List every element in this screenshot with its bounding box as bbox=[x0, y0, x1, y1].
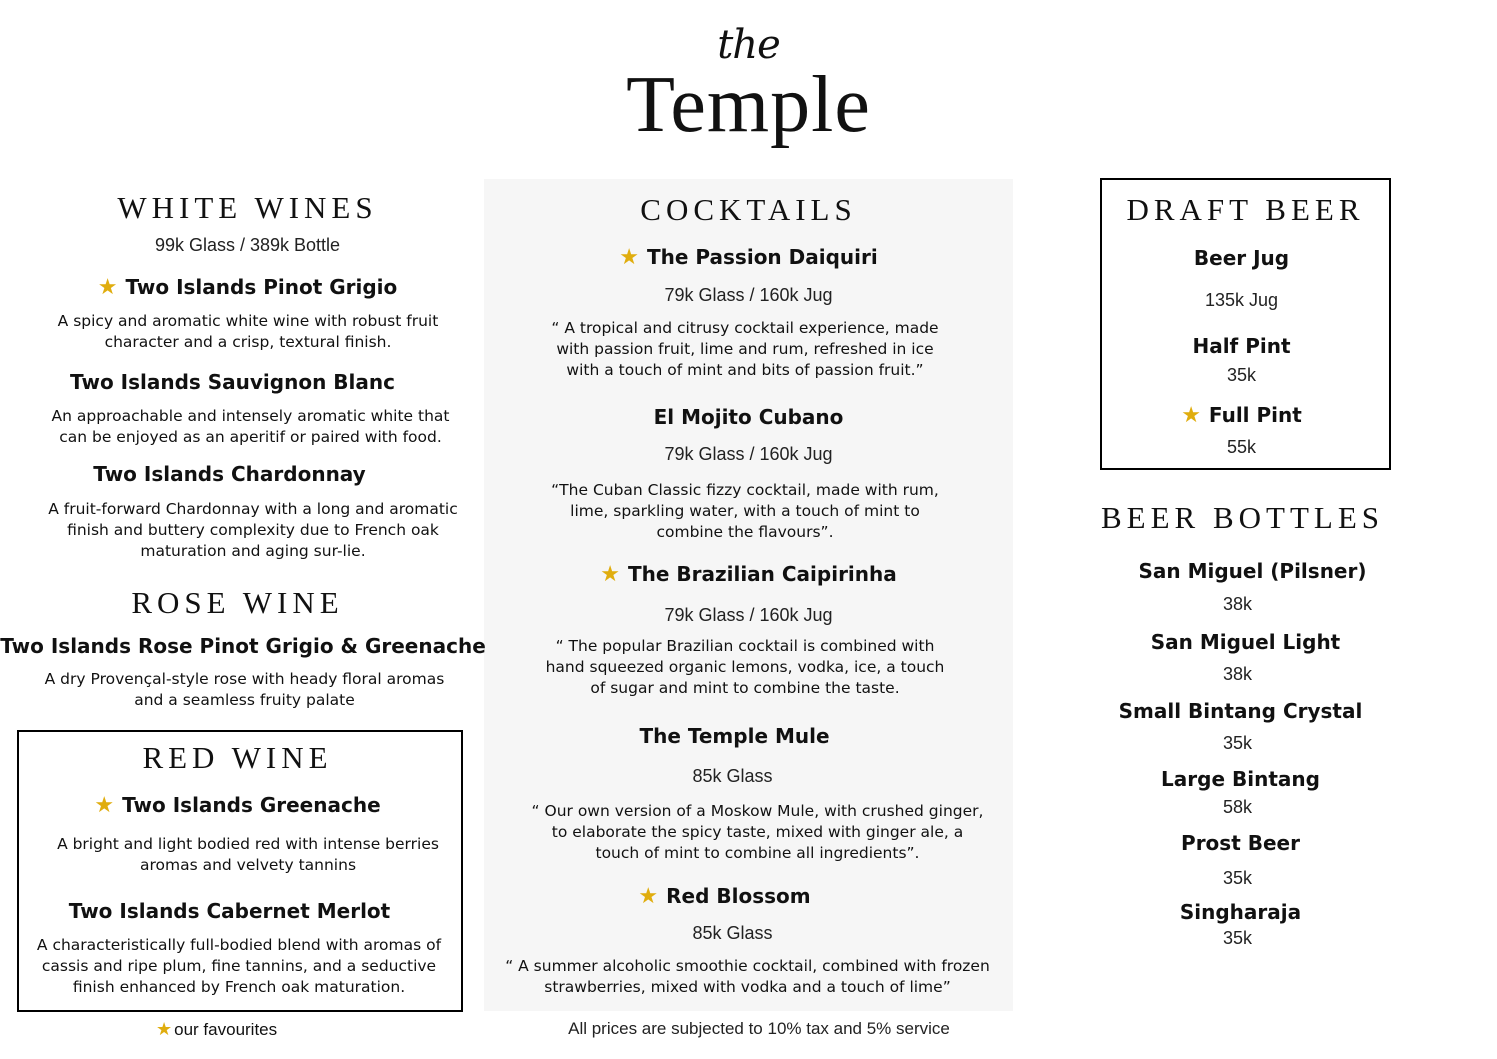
beer-bottle-item-price: 35k bbox=[1222, 733, 1253, 753]
beer-bottle-item-price: 38k bbox=[1222, 664, 1253, 684]
cocktail-item-name: El Mojito Cubano bbox=[653, 405, 844, 429]
red-wine-item-desc: A characteristically full-bodied blend with aromas of cassis and ripe plum, fine tannins, and a seductive finish enhanced by French oak maturation. bbox=[36, 936, 442, 996]
beer-bottle-item-name: San Miguel Light bbox=[1150, 630, 1341, 654]
beer-bottle-item-price: 58k bbox=[1222, 797, 1253, 817]
rose-wine-item-desc: A dry Provençal-style rose with heady floral aromas and a seamless fruity palate bbox=[44, 670, 445, 709]
white-wine-item-desc: An approachable and intensely aromatic white that can be enjoyed as an aperitif or paired with food. bbox=[51, 407, 450, 446]
logo-title: Temple bbox=[626, 61, 871, 149]
star-icon: ★ bbox=[638, 884, 659, 909]
beer-bottle-item-name: San Miguel (Pilsner) bbox=[1138, 559, 1367, 583]
favourites-note: ★ our favourites bbox=[156, 1019, 278, 1039]
cocktail-item-name: ★ The Passion Daiquiri bbox=[619, 245, 878, 270]
white-wine-item-desc: A fruit-forward Chardonnay with a long and aromatic finish and buttery complexity due to French oak maturation and aging sur-lie. bbox=[48, 500, 458, 560]
white-wine-item-name: ★ Two Islands Pinot Grigio bbox=[97, 275, 398, 300]
beer-bottle-item-name: Prost Beer bbox=[1181, 831, 1300, 855]
white-wine-item-desc: A spicy and aromatic white wine with robust fruit character and a crisp, textural finish. bbox=[57, 312, 439, 351]
cocktail-item-price: 85k Glass bbox=[692, 766, 773, 786]
cocktail-item-desc: “ The popular Brazilian cocktail is combined with hand squeezed organic lemons, vodka, ice, a touch of sugar and mint to combine the taste. bbox=[545, 637, 945, 697]
red-wine-heading: RED WINE bbox=[142, 740, 333, 775]
star-icon: ★ bbox=[156, 1019, 173, 1039]
draft-beer-item-name: ★ Full Pint bbox=[1181, 403, 1302, 428]
white-wine-item-name: Two Islands Chardonnay bbox=[93, 462, 366, 486]
rose-wine-heading: ROSE WINE bbox=[131, 585, 344, 620]
cocktail-item-price: 79k Glass / 160k Jug bbox=[664, 285, 833, 305]
logo-small-text: the bbox=[717, 22, 780, 68]
star-icon: ★ bbox=[97, 275, 118, 300]
white-wines-price: 99k Glass / 389k Bottle bbox=[154, 235, 341, 255]
cocktail-item-price: 79k Glass / 160k Jug bbox=[664, 605, 833, 625]
cocktails-heading: COCKTAILS bbox=[640, 192, 857, 227]
cocktail-item-name: ★ The Brazilian Caipirinha bbox=[600, 562, 897, 587]
cocktail-item-name: ★ Red Blossom bbox=[638, 884, 811, 909]
red-wine-item-desc: A bright and light bodied red with intense berries aromas and velvety tannins bbox=[57, 835, 439, 874]
cocktail-item-desc: “The Cuban Classic fizzy cocktail, made with rum, lime, sparkling water, with a touch of mint to combine the flavours”. bbox=[551, 481, 939, 541]
beer-bottle-item-price: 38k bbox=[1222, 594, 1253, 614]
star-icon: ★ bbox=[600, 562, 620, 587]
beer-bottle-item-price: 35k bbox=[1222, 868, 1253, 888]
cocktail-item-price: 79k Glass / 160k Jug bbox=[664, 444, 833, 464]
white-wines-heading: WHITE WINES bbox=[117, 190, 378, 225]
draft-beer-item-price: 35k bbox=[1226, 365, 1257, 385]
beer-bottle-item-name: Small Bintang Crystal bbox=[1118, 699, 1363, 723]
cocktail-item-price: 85k Glass bbox=[692, 923, 773, 943]
tax-note: All prices are subjected to 10% tax and 5% service bbox=[568, 1019, 950, 1038]
beer-bottle-item-price: 35k bbox=[1222, 928, 1253, 948]
beer-bottle-item-name: Large Bintang bbox=[1161, 767, 1320, 791]
star-icon: ★ bbox=[94, 793, 115, 818]
cocktail-item-name: The Temple Mule bbox=[639, 724, 830, 748]
draft-beer-item-name: Beer Jug bbox=[1193, 246, 1290, 270]
cocktail-item-desc: “ A tropical and citrusy cocktail experience, made with passion fruit, lime and rum, refreshed in ice with a touch of mint and bits of passion fruit.” bbox=[551, 319, 939, 379]
star-icon: ★ bbox=[619, 245, 639, 270]
beer-bottles-heading: BEER BOTTLES bbox=[1100, 500, 1385, 535]
star-icon: ★ bbox=[1181, 403, 1201, 428]
cocktail-item-desc: “ Our own version of a Moskow Mule, with crushed ginger, to elaborate the spicy taste, mixed with ginger ale, a touch of mint to combine all ingredients”. bbox=[531, 802, 984, 862]
rose-wine-item-name: Two Islands Rose Pinot Grigio & Greenache bbox=[0, 634, 486, 658]
beer-bottle-item-name: Singharaja bbox=[1179, 900, 1302, 924]
draft-beer-item-price: 55k bbox=[1226, 437, 1257, 457]
red-wine-item-name: Two Islands Cabernet Merlot bbox=[68, 899, 391, 923]
cocktail-item-desc: “ A summer alcoholic smoothie cocktail, combined with frozen strawberries, mixed with vodka and a touch of lime” bbox=[505, 957, 990, 996]
red-wine-item-name: ★ Two Islands Greenache bbox=[94, 793, 381, 818]
draft-beer-item-price: 135k Jug bbox=[1204, 290, 1279, 310]
draft-beer-item-name: Half Pint bbox=[1192, 334, 1291, 358]
draft-beer-heading: DRAFT BEER bbox=[1126, 192, 1365, 227]
white-wine-item-name: Two Islands Sauvignon Blanc bbox=[70, 370, 395, 394]
